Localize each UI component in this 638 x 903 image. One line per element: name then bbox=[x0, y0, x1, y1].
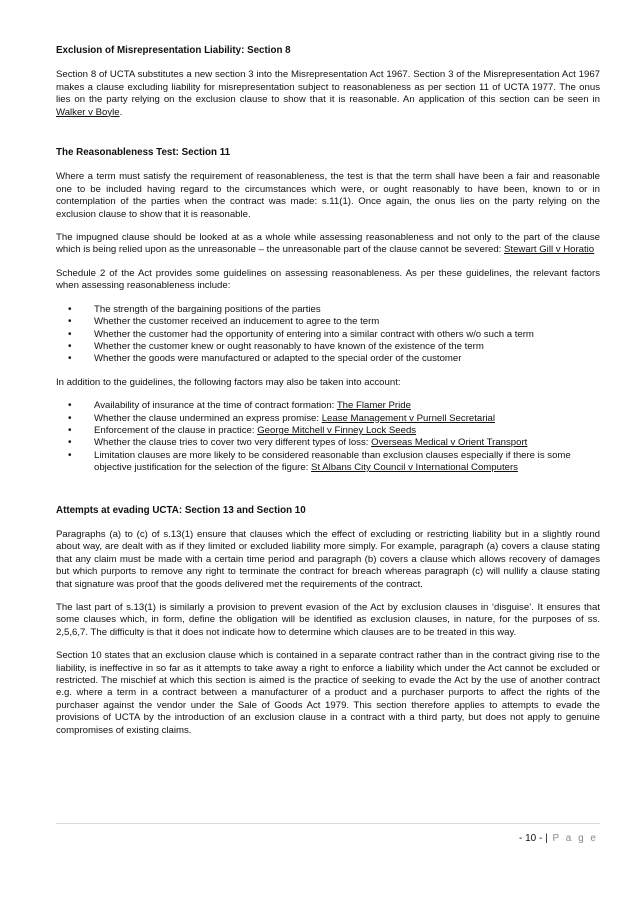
case-link-walker-v-boyle[interactable]: Walker v Boyle bbox=[56, 106, 120, 118]
paragraph-section-13: Paragraphs (a) to (c) of s.13(1) ensure that clauses which the effect of excluding or restricting liability but in a slightly round about way, are dealt with as if they limited or excluded liability more simply. For example, paragraph (a) covers a clause stating that any claim must be made with a certain time period and paragraph (b) covers a clause which allows recovery of damages but which purports to remove any right to terminate the contract for breach whereas paragraph (c) will nullify a clause stating that signature was proof that the goods delivered met the requirements of the contract. bbox=[56, 528, 600, 590]
section-heading-misrepresentation: Exclusion of Misrepresentation Liability: Section 8 bbox=[56, 45, 291, 56]
list-item: • Limitation clauses are more likely to be considered reasonable than exclusion clauses especially if there is some objective justification for the selection of the figure: St Albans City Council v International Computers bbox=[56, 450, 600, 475]
list-item: • Whether the goods were manufactured or adapted to the special order of the customer bbox=[56, 353, 600, 365]
footer-divider bbox=[56, 823, 600, 824]
page-footer bbox=[519, 833, 598, 844]
case-link-flamer-pride[interactable]: The Flamer Pride bbox=[336, 400, 411, 412]
page-number: - 10 - | bbox=[518, 833, 548, 844]
paragraph-disguise: The last part of s.13(1) is similarly a provision to prevent evasion of the Act by exclusion clauses in ‘disguise’. It ensures that some clauses which, in form, define the obligation will be identified as exclusion clauses, in nature, for the purposes of ss. 2,5,6,7. The difficulty is that it does not indicate how to determine which clauses are to be treated in this way. bbox=[56, 602, 600, 638]
list-item: • Whether the customer had the opportunity of entering into a similar contract with others w/o such a term bbox=[56, 329, 600, 341]
case-link-overseas-medical[interactable]: Overseas Medical v Orient Transport bbox=[371, 437, 528, 449]
page-label: P a g e bbox=[547, 833, 598, 844]
list-item: • Availability of insurance at the time of contract formation: The Flamer Pride bbox=[56, 400, 600, 412]
reasonableness-factors-list bbox=[56, 304, 600, 366]
list-item: • Enforcement of the clause in practice: George Mitchell v Finney Lock Seeds bbox=[56, 425, 600, 437]
list-item: • Whether the customer received an inducement to agree to the term bbox=[56, 316, 600, 328]
paragraph-reasonableness-test: Where a term must satisfy the requirement of reasonableness, the test is that the term shall have been a fair and reasonable one to be included having regard to the circumstances which were, or ought reasonably to have been, known to or in contemplation of the parties when the contract was made: s.11(1). Once again, the onus lies on the party relying on the exclusion clause to show that it is reasonable. bbox=[56, 171, 600, 220]
list-item: • Whether the customer knew or ought reasonably to have known of the existence of the term bbox=[56, 341, 600, 353]
list-item: • Whether the clause tries to cover two very different types of loss: Overseas Medical v Orient Transport bbox=[56, 437, 600, 449]
section-heading-reasonableness: The Reasonableness Test: Section 11 bbox=[56, 147, 231, 159]
paragraph-impugned-clause: The impugned clause should be looked at as a whole while assessing reasonableness and not only to the part of the clause which is being relied upon as the unreasonable – the unreasonable part of the clause cannot be severed: Stewart Gill v Horatio bbox=[56, 232, 600, 256]
section-heading-evading-ucta: Attempts at evading UCTA: Section 13 and Section 10 bbox=[56, 504, 306, 516]
case-link-st-albans[interactable]: St Albans City Council v International Computers bbox=[311, 462, 518, 474]
paragraph-schedule-2: Schedule 2 of the Act provides some guidelines on assessing reasonableness. As per these guidelines, the relevant factors when assessing reasonableness include: bbox=[56, 267, 600, 292]
paragraph-section-10: Section 10 states that an exclusion clause which is contained in a separate contract rather than in the contract giving rise to the liability, is ineffective in so far as it attempts to take away a right to enforce a liability which under the Act cannot be excluded or restricted. The mischief at which this section is aimed is the practice of seeking to evade the Act by the use of another contract e.g. where a term in a contract between a manufacturer of a product and a purchaser purports to affect the rights of the purchaser against the vendor under the Sale of Goods Act 1979. This section therefore applies to attempts to evade the provisions of UCTA by the introduction of an exclusion clause in a contract with a third party, but does not apply to genuine compromises of existing claims. bbox=[56, 650, 600, 736]
list-item: • Whether the clause undermined an express promise: Lease Management v Purnell Secretarial bbox=[56, 413, 600, 425]
case-link-george-mitchell[interactable]: George Mitchell v Finney Lock Seeds bbox=[257, 424, 417, 436]
additional-factors-list bbox=[56, 400, 600, 474]
case-link-lease-management[interactable]: Lease Management v Purnell Secretarial bbox=[321, 412, 496, 424]
list-item: • The strength of the bargaining positions of the parties bbox=[56, 304, 600, 316]
case-link-stewart-gill[interactable]: Stewart Gill v Horatio bbox=[504, 244, 595, 256]
paragraph-additional-factors: In addition to the guidelines, the following factors may also be taken into account: bbox=[56, 376, 401, 388]
paragraph-section-8: Section 8 of UCTA substitutes a new section 3 into the Misrepresentation Act 1967. Section 3 of the Misrepresentation Act 1967 makes a clause excluding liability for misrepresentation subject to reasonableness as per section 11 of UCTA 1977. The onus lies on the party relying on the exclusion clause to show that it is reasonable. An application of this section can be seen in Walker v Boyle. bbox=[56, 69, 600, 118]
